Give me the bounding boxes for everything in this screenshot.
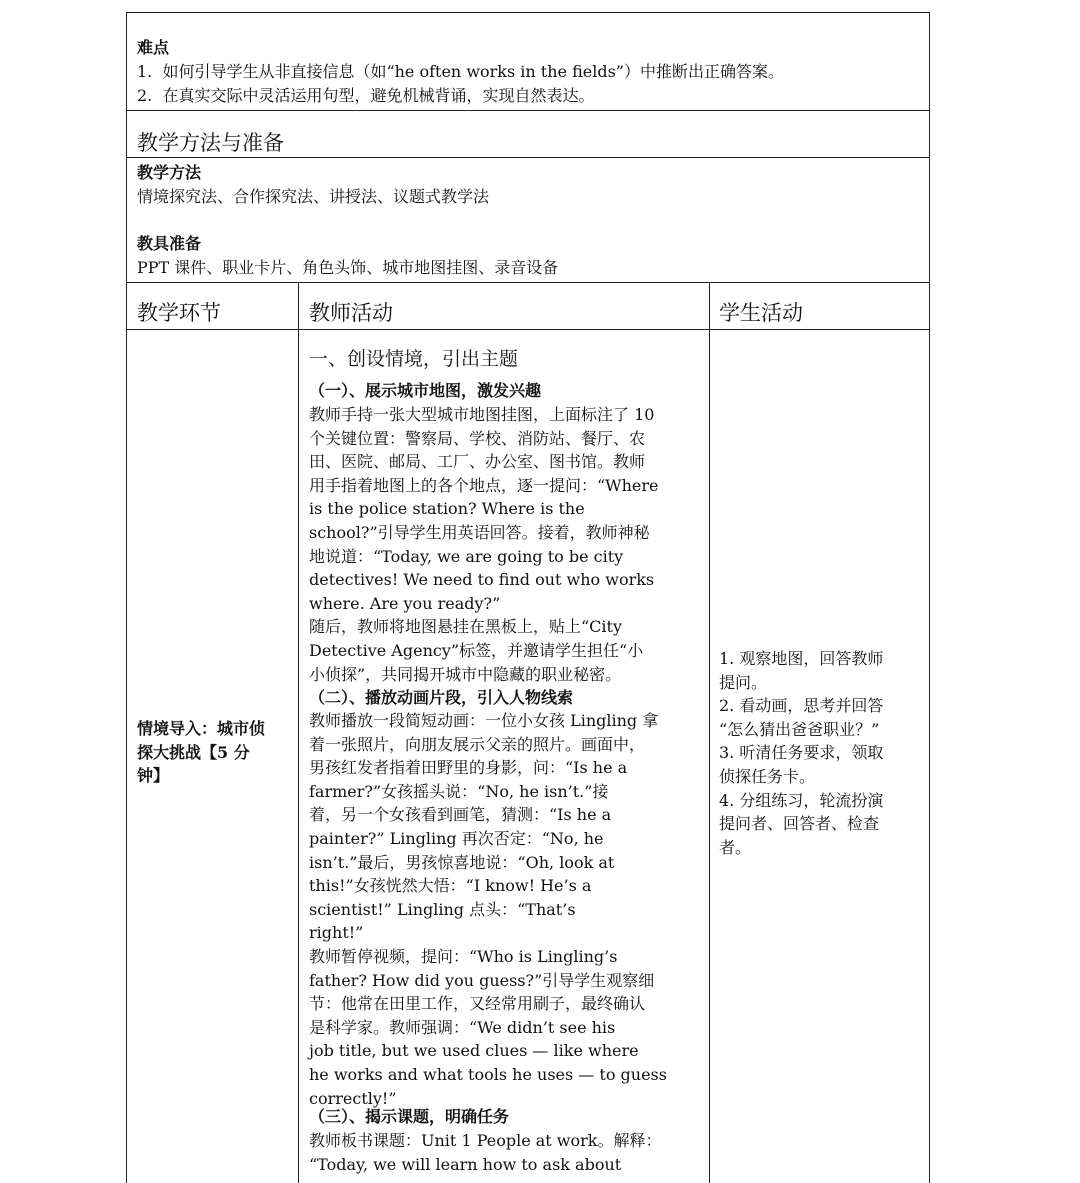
teacher-subheading: （一）、展示城市地图，激发兴趣 [309, 381, 542, 400]
difficulty-heading: 难点 [137, 38, 170, 57]
column-header-teacher: 教师活动 [309, 301, 393, 325]
method-heading: 教学方法 [137, 163, 202, 182]
teacher-subheading: （二）、播放动画片段，引入人物线索 [309, 688, 574, 707]
row-divider [127, 329, 929, 330]
teacher-paragraph: 教师板书课题：Unit 1 People at work。解释： “Today, we will learn how to ask about [309, 1131, 662, 1174]
teacher-section-title: 一、创设情境，引出主题 [309, 348, 519, 370]
student-activities: 1. 观察地图，回答教师 提问。 2. 看动画，思考并回答 “怎么猜出爸爸职业？” 3. 听清任务要求，领取 侦探任务卡。 4. 分组练习，轮流扮演 提问者、回答者、检查 者。 [719, 649, 884, 857]
difficulty-item: 1. 如何引导学生从非直接信息（如“he often works in the fields”）中推断出正确答案。 [137, 62, 784, 81]
teacher-paragraph: 教师播放一段简短动画：一位小女孩 Lingling 拿 着一张照片，向朋友展示父亲的照片。画面中， 男孩红发者指着田野里的身影，问：“Is he a farmer?”女孩摇头说：“No, he isn’t.”接 着，另一个女孩看到画笔，猜测：“Is he a painter?” Lingling 再次否定：“No, he isn’t.”最后，男孩惊喜地说：“Oh, look at this!”女孩恍然大悟：“I know! He’s a scientist!” Lingling 点头：“That’s right!” 教师暂停视频，提问：“Who is Lingling’s father? How did you guess?”引导学生观察细 节：他常在田里工作，又经常用刷子，最终确认 是科学家。教师强调：“We didn’t see his job title, but we used clues — like where he works and what tools he uses — to guess correctly!” [309, 711, 667, 1108]
method-text: 情境探究法、合作探究法、讲授法、议题式教学法 [137, 187, 490, 206]
difficulty-item: 2. 在真实交际中灵活运用句型，避免机械背诵，实现自然表达。 [137, 86, 595, 105]
teacher-subheading: （三）、揭示课题，明确任务 [309, 1107, 510, 1126]
column-divider [709, 282, 710, 1183]
column-header-student: 学生活动 [719, 301, 803, 325]
teacher-paragraph: 教师手持一张大型城市地图挂图，上面标注了 10 个关键位置：警察局、学校、消防站、餐厅、农 田、医院、邮局、工厂、办公室、图书馆。教师 用手指着地图上的各个地点，逐一提问：“Where is the police station? Where is the school?”引导学生用英语回答。接着，教师神秘 地说道：“Today, we are going to be city detectives! We need to find out who works where. Are you ready?” 随后，教师将地图悬挂在黑板上，贴上“City Detective Agency”标签，并邀请学生担任“小 小侦探”，共同揭开城市中隐藏的职业秘密。 [309, 405, 659, 684]
row-divider [127, 282, 929, 283]
section-title: 教学方法与准备 [137, 131, 284, 155]
lesson-plan-table [126, 12, 930, 1183]
column-header-stage: 教学环节 [137, 301, 221, 325]
row-divider [127, 110, 929, 111]
prep-heading: 教具准备 [137, 234, 202, 253]
row-divider [127, 157, 929, 158]
prep-text: PPT 课件、职业卡片、角色头饰、城市地图挂图、录音设备 [137, 258, 559, 277]
column-divider [298, 282, 299, 1183]
stage-text: 情境导入：城市侦 探大挑战【5 分 钟】 [137, 719, 266, 786]
